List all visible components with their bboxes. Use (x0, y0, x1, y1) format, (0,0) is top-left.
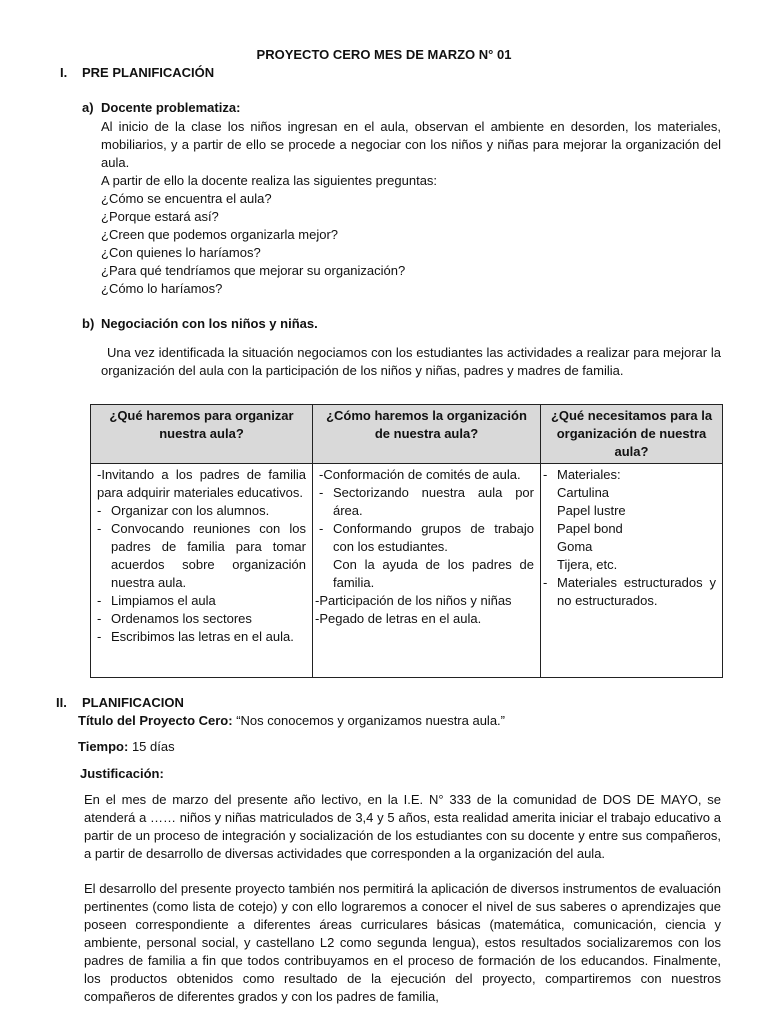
question-line: ¿Para qué tendríamos que mejorar su organización? (101, 263, 406, 278)
justification-paragraph-2: El desarrollo del presente proyecto también nos permitirá la aplicación de diversos instrumentos de evaluación pertinentes (como lista de cotejo) y con ello lograremos a conocer el nivel de sus saberes o aprendizajes que poseen correspondiente a diferentes áreas curriculares básicas (matemática, comunicación, ciencia y ambiente, personal social, y castellano L2 como segunda lengua), estos resultados socializaremos con los padres de familia a fin que todos contribuyamos en el proceso de formación de los educandos. Finalmente, los productos obtenidos como resultado de la ejecución del proyecto, compartiremos con nuestros compañeros de diferentes grados y con los padres de familia, (84, 881, 721, 1004)
list-item: - Convocando reuniones con los padres de familia para tomar acuerdos sobre organización nuestra aula. (97, 521, 306, 590)
list-item: Papel lustre (557, 503, 626, 518)
subsection-a-paragraph: Al inicio de la clase los niños ingresan en el aula, observan el ambiente en desorden, los materiales, mobiliarios, y a partir de ello se procede a negociar con los niños y niñas para mejorar la organización del aula. (101, 119, 721, 170)
list-item: -Conformación de comités de aula. (319, 467, 521, 482)
justification-paragraph-1: En el mes de marzo del presente año lectivo, en la I.E. N° 333 de la comunidad de DOS DE MAYO, se atenderá a …… niños y niñas matriculados de 3,4 y 5 años, esta realidad amerita iniciar el trabajo educativo a partir de un proceso de integración y socialización de los estudiantes con su docente y entre sus compañeros, a partir de desarrollo de diversas actividades que corresponden a la organización del aula. (84, 792, 721, 861)
question-line: ¿Cómo se encuentra el aula? (101, 191, 272, 206)
list-item: - Conformando grupos de trabajo con los estudiantes. (319, 521, 534, 554)
section-2-heading: PLANIFICACION (82, 695, 184, 710)
list-item: - Ordenamos los sectores (97, 611, 252, 626)
section-1-heading: PRE PLANIFICACIÓN (82, 65, 215, 80)
list-item: - Limpiamos el aula (97, 593, 216, 608)
question-list (101, 172, 721, 298)
section-2-number: II. (56, 695, 67, 710)
table-cell-how (313, 464, 541, 678)
list-item: Papel bond (557, 521, 623, 536)
list-item: Con la ayuda de los padres de familia. (333, 557, 534, 590)
subsection-b-paragraph: Una vez identificada la situación negociamos con los estudiantes las actividades a realizar para mejorar la organización del aula con la participación de los niños y niñas, padres y madres de familia. (101, 345, 721, 378)
subsection-a-heading: Docente problematiza: (101, 100, 241, 115)
subsection-b-mark: b) (82, 316, 95, 331)
section-1-number: I. (60, 65, 68, 80)
list-item: -Participación de los niños y niñas (315, 593, 512, 608)
table-cell-needs (541, 464, 723, 678)
list-item: -Pegado de letras en el aula. (315, 611, 482, 626)
question-intro: A partir de ello la docente realiza las siguientes preguntas: (101, 173, 438, 188)
justification-heading: Justificación: (80, 766, 164, 781)
table-row (91, 464, 723, 678)
list-item: - Escribimos las letras en el aula. (97, 629, 294, 644)
list-item: Cartulina (557, 485, 610, 500)
question-line: ¿Porque estará así? (101, 209, 219, 224)
time-value: 15 días (131, 739, 175, 754)
project-title-value: “Nos conocemos y organizamos nuestra aula.” (236, 713, 505, 728)
table-header-cell: ¿Qué necesitamos para la organización de nuestra aula? (541, 405, 723, 464)
planning-table (90, 404, 723, 678)
project-title-line (78, 712, 505, 730)
list-item: -Invitando a los padres de familia para adquirir materiales educativos. (97, 467, 306, 500)
list-item: Goma (557, 539, 593, 554)
table-cell-what (91, 464, 313, 678)
time-label: Tiempo: (78, 739, 129, 754)
subsection-b-heading: Negociación con los niños y niñas. (101, 316, 318, 331)
time-line (78, 738, 175, 756)
list-item: - Materiales: (543, 467, 621, 482)
question-line: ¿Creen que podemos organizarla mejor? (101, 227, 339, 242)
document-title: PROYECTO CERO MES DE MARZO N° 01 (256, 47, 512, 62)
list-item: Tijera, etc. (557, 557, 618, 572)
list-item: - Sectorizando nuestra aula por área. (319, 485, 534, 518)
question-line: ¿Cómo lo haríamos? (101, 281, 223, 296)
table-header-cell: ¿Cómo haremos la organización de nuestra aula? (313, 405, 541, 464)
subsection-a-mark: a) (82, 100, 94, 115)
table-header-cell: ¿Qué haremos para organizar nuestra aula? (91, 405, 313, 464)
table-header-row (91, 405, 723, 464)
project-title-label: Título del Proyecto Cero: (78, 713, 233, 728)
question-line: ¿Con quienes lo haríamos? (101, 245, 261, 260)
list-item: - Materiales estructurados y no estructurados. (543, 575, 716, 608)
list-item: - Organizar con los alumnos. (97, 503, 270, 518)
